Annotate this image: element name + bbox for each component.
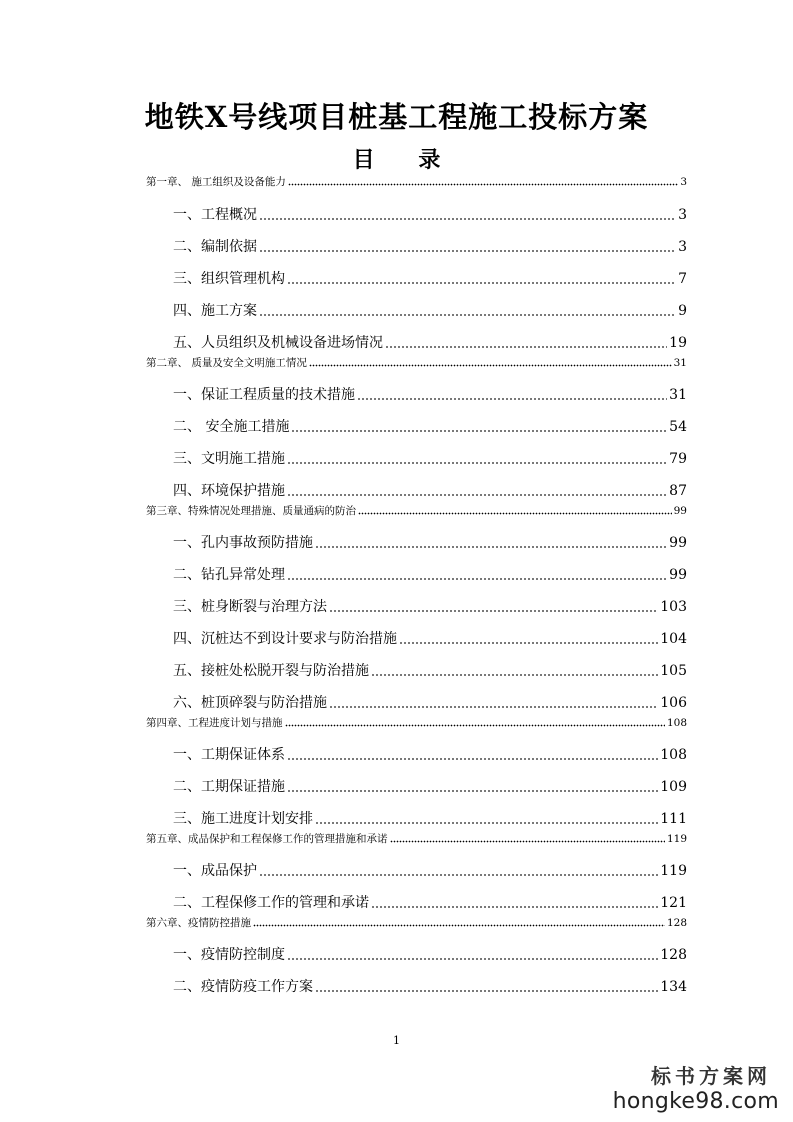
- toc-section-entry[interactable]: [173, 978, 687, 997]
- toc-entry-title: 三、桩身断裂与治理方法: [173, 599, 327, 615]
- toc-dot-leader: [259, 249, 676, 253]
- toc-chapter-entry[interactable]: [146, 504, 687, 518]
- toc-entry-title: 二、编制依据: [173, 239, 257, 255]
- toc-section-entry[interactable]: [173, 450, 687, 469]
- toc-dot-leader: [371, 905, 658, 909]
- toc-entry-page: 105: [660, 663, 687, 679]
- toc-dot-leader: [315, 545, 667, 549]
- document-title: 地铁X号线项目桩基工程施工投标方案: [144, 100, 649, 134]
- toc-entry-page: 54: [669, 419, 687, 435]
- toc-section-entry[interactable]: [173, 418, 687, 437]
- toc-entry-title: 三、文明施工措施: [173, 451, 285, 467]
- toc-dot-leader: [309, 363, 672, 367]
- toc-entry-title: 一、成品保护: [173, 863, 257, 879]
- toc-entry-page: 99: [669, 535, 687, 551]
- toc-heading: 目 录: [352, 147, 459, 173]
- toc-entry-page: 121: [660, 895, 687, 911]
- toc-dot-leader: [259, 313, 676, 317]
- toc-entry-title: 二、工期保证措施: [173, 779, 285, 795]
- toc-chapter-entry[interactable]: [146, 716, 687, 730]
- toc-entry-title: 六、桩顶碎裂与防治措施: [173, 695, 327, 711]
- toc-entry-page: 3: [678, 207, 687, 223]
- watermark-name: 标书方案网: [651, 1064, 771, 1088]
- toc-dot-leader: [259, 217, 676, 221]
- toc-entry-title: 五、人员组织及机械设备进场情况: [173, 335, 383, 351]
- toc-section-entry[interactable]: [173, 206, 687, 225]
- toc-entry-page: 128: [666, 917, 687, 929]
- toc-section-entry[interactable]: [173, 694, 687, 713]
- toc-entry-page: 109: [660, 779, 687, 795]
- toc-entry-page: 128: [660, 947, 687, 963]
- toc-section-entry[interactable]: [173, 894, 687, 913]
- toc-dot-leader: [315, 821, 658, 825]
- toc-chapter-entry[interactable]: [146, 356, 687, 370]
- toc-entry-title: 一、保证工程质量的技术措施: [173, 387, 355, 403]
- toc-dot-leader: [315, 989, 658, 993]
- toc-dot-leader: [285, 723, 665, 727]
- toc-dot-leader: [287, 493, 667, 497]
- toc-entry-title: 四、沉桩达不到设计要求与防治措施: [173, 631, 397, 647]
- toc-entry-page: 3: [680, 176, 687, 188]
- toc-entry-page: 134: [660, 979, 687, 995]
- toc-dot-leader: [253, 923, 665, 927]
- toc-entry-title: 三、施工进度计划安排: [173, 811, 313, 827]
- toc-section-entry[interactable]: [173, 778, 687, 797]
- toc-chapter-entry[interactable]: [146, 916, 687, 930]
- toc-section-entry[interactable]: [173, 482, 687, 501]
- toc-entry-title: 一、工程概况: [173, 207, 257, 223]
- toc-entry-title: 一、孔内事故预防措施: [173, 535, 313, 551]
- toc-entry-title: 二、工程保修工作的管理和承诺: [173, 895, 369, 911]
- toc-dot-leader: [259, 873, 658, 877]
- toc-chapter-entry[interactable]: [146, 832, 687, 846]
- toc-dot-leader: [385, 345, 667, 349]
- toc-entry-title: 第一章、 施工组织及设备能力: [146, 176, 286, 188]
- toc-dot-leader: [371, 673, 658, 677]
- toc-section-entry[interactable]: [173, 534, 687, 553]
- toc-entry-page: 31: [669, 387, 687, 403]
- toc-entry-title: 二、疫情防疫工作方案: [173, 979, 313, 995]
- toc-dot-leader: [287, 789, 658, 793]
- toc-entry-title: 一、疫情防控制度: [173, 947, 285, 963]
- toc-entry-title: 二、 安全施工措施: [173, 419, 290, 435]
- toc-section-entry[interactable]: [173, 598, 687, 617]
- toc-dot-leader: [291, 429, 667, 433]
- toc-entry-page: 99: [669, 567, 687, 583]
- toc-entry-page: 108: [666, 717, 687, 729]
- toc-section-entry[interactable]: [173, 386, 687, 405]
- toc-entry-page: 119: [660, 863, 687, 879]
- toc-entry-page: 108: [660, 747, 687, 763]
- toc-entry-page: 9: [678, 303, 687, 319]
- toc-section-entry[interactable]: [173, 946, 687, 965]
- toc-section-entry[interactable]: [173, 746, 687, 765]
- toc-entry-page: 104: [660, 631, 687, 647]
- toc-chapter-entry[interactable]: [146, 175, 687, 189]
- toc-entry-title: 第六章、疫情防控措施: [146, 917, 251, 929]
- toc-entry-title: 二、钻孔异常处理: [173, 567, 285, 583]
- toc-entry-page: 103: [660, 599, 687, 615]
- page-number: 1: [393, 1034, 400, 1047]
- toc-entry-page: 106: [660, 695, 687, 711]
- toc-entry-title: 四、环境保护措施: [173, 483, 285, 499]
- toc-entry-page: 7: [678, 271, 687, 287]
- toc-dot-leader: [288, 182, 678, 186]
- toc-section-entry[interactable]: [173, 566, 687, 585]
- toc-dot-leader: [390, 839, 665, 843]
- toc-section-entry[interactable]: [173, 862, 687, 881]
- watermark-logo: [613, 1060, 779, 1114]
- toc-section-entry[interactable]: [173, 270, 687, 289]
- toc-entry-page: 119: [666, 833, 687, 845]
- toc-entry-title: 第三章、特殊情况处理措施、质量通病的防治: [146, 505, 356, 517]
- toc-section-entry[interactable]: [173, 238, 687, 257]
- toc-entry-page: 3: [678, 239, 687, 255]
- toc-entry-title: 第四章、工程进度计划与措施: [146, 717, 283, 729]
- toc-entry-page: 111: [660, 811, 687, 827]
- watermark-url: hongke98.com: [612, 1089, 779, 1114]
- toc-entry-title: 三、组织管理机构: [173, 271, 285, 287]
- toc-section-entry[interactable]: [173, 662, 687, 681]
- toc-dot-leader: [287, 957, 658, 961]
- toc-dot-leader: [399, 641, 658, 645]
- toc-dot-leader: [329, 705, 658, 709]
- toc-entry-page: 19: [669, 335, 687, 351]
- toc-dot-leader: [287, 757, 658, 761]
- toc-entry-page: 87: [669, 483, 687, 499]
- toc-section-entry[interactable]: [173, 810, 687, 829]
- toc-dot-leader: [287, 281, 676, 285]
- toc-section-entry[interactable]: [173, 630, 687, 649]
- toc-entry-title: 第二章、 质量及安全文明施工情况: [146, 357, 307, 369]
- toc-dot-leader: [287, 461, 667, 465]
- toc-dot-leader: [329, 609, 658, 613]
- toc-entry-page: 99: [673, 505, 687, 517]
- toc-dot-leader: [357, 397, 667, 401]
- toc-dot-leader: [287, 577, 667, 581]
- toc-section-entry[interactable]: [173, 302, 687, 321]
- toc-dot-leader: [358, 511, 672, 515]
- toc-entry-title: 四、施工方案: [173, 303, 257, 319]
- toc-entry-page: 31: [673, 357, 687, 369]
- toc-entry-title: 五、接桩处松脱开裂与防治措施: [173, 663, 369, 679]
- toc-entry-page: 79: [669, 451, 687, 467]
- toc-section-entry[interactable]: [173, 334, 687, 353]
- toc-entry-title: 一、工期保证体系: [173, 747, 285, 763]
- toc-entry-title: 第五章、成品保护和工程保修工作的管理措施和承诺: [146, 833, 388, 845]
